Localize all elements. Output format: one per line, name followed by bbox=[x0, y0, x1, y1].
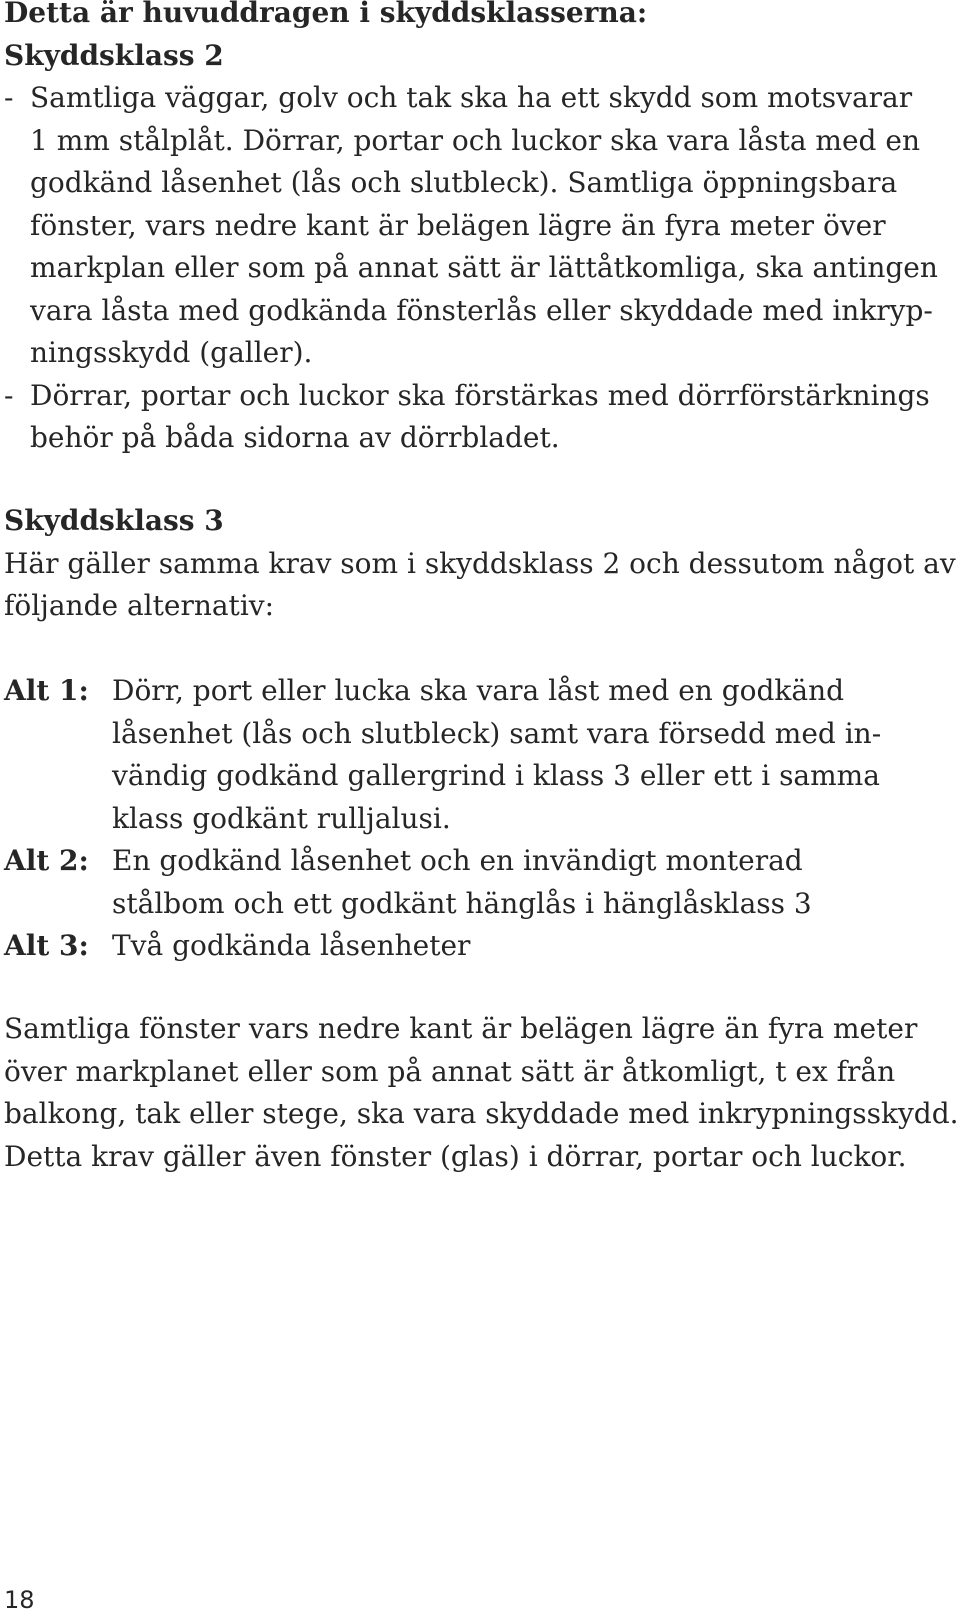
text-line: klass godkänt rulljalusi. bbox=[112, 801, 451, 835]
list-dash: - bbox=[4, 378, 14, 412]
skyddsklass-2-item-2 bbox=[4, 375, 938, 460]
alternative-label: Alt 3: bbox=[4, 929, 89, 962]
alternative-text bbox=[112, 840, 944, 925]
text-line: Dörrar, portar och luckor ska förstärkas med dörrförstärknings bbox=[30, 378, 930, 412]
text-line: följande alternativ: bbox=[4, 589, 275, 622]
alternative-3 bbox=[4, 925, 944, 968]
text-line: vändig godkänd gallergrind i klass 3 eller ett i samma bbox=[112, 759, 880, 792]
text-line: markplan eller som på annat sätt är lättåtkomliga, ska antingen bbox=[30, 251, 938, 284]
text-line: Detta krav gäller även fönster (glas) i dörrar, portar och luckor. bbox=[4, 1139, 907, 1173]
text-line: balkong, tak eller stege, ska vara skyddade med inkrypningsskydd. bbox=[4, 1097, 959, 1130]
text-line: stålbom och ett godkänt hänglås i hänglåsklass 3 bbox=[112, 886, 812, 920]
text-line: över markplanet eller som på annat sätt är åtkomligt, t ex från bbox=[4, 1054, 896, 1088]
text-line: Samtliga fönster vars nedre kant är belägen lägre än fyra meter bbox=[4, 1012, 918, 1045]
alternative-1 bbox=[4, 670, 944, 840]
list-item-first-line bbox=[4, 375, 938, 418]
text-line: fönster, vars nedre kant är belägen lägre än fyra meter över bbox=[30, 208, 886, 242]
text-line: Dörr, port eller lucka ska vara låst med en godkänd bbox=[112, 674, 845, 707]
section-skyddsklass-3 bbox=[4, 500, 956, 628]
text-line: låsenhet (lås och slutbleck) samt vara försedd med in- bbox=[112, 716, 882, 750]
skyddsklass-3-title: Skyddsklass 3 bbox=[4, 504, 224, 537]
section-skyddsklass-2 bbox=[4, 0, 938, 460]
text-line: ningsskydd (galler). bbox=[30, 336, 313, 369]
text-line: En godkänd låsenhet och en invändigt monterad bbox=[112, 844, 803, 877]
text-line: 1 mm stålplåt. Dörrar, portar och luckor ska vara låsta med en bbox=[30, 123, 920, 157]
text-line: godkänd låsenhet (lås och slutbleck). Samtliga öppningsbara bbox=[30, 166, 898, 199]
alternatives-list bbox=[4, 670, 944, 968]
page-heading: Detta är huvuddragen i skyddsklasserna: bbox=[4, 0, 648, 29]
windows-paragraph bbox=[4, 1008, 959, 1178]
list-dash: - bbox=[4, 81, 14, 114]
skyddsklass-2-item-1 bbox=[4, 77, 938, 375]
alternative-text bbox=[112, 670, 944, 840]
alternative-label: Alt 1: bbox=[4, 674, 89, 707]
skyddsklass-2-title: Skyddsklass 2 bbox=[4, 38, 224, 72]
alternative-text bbox=[112, 925, 944, 968]
page-number: 18 bbox=[4, 1586, 35, 1614]
text-line: Samtliga väggar, golv och tak ska ha ett skydd som motsvarar bbox=[30, 81, 913, 114]
list-item-first-line bbox=[4, 77, 938, 120]
text-line: behör på båda sidorna av dörrbladet. bbox=[30, 421, 560, 454]
alternative-2 bbox=[4, 840, 944, 925]
alternative-label: Alt 2: bbox=[4, 844, 89, 877]
text-line: vara låsta med godkända fönsterlås eller skyddade med inkryp- bbox=[30, 293, 933, 327]
text-line: Två godkända låsenheter bbox=[112, 929, 471, 962]
text-line: Här gäller samma krav som i skyddsklass 2 och dessutom något av bbox=[4, 546, 956, 580]
